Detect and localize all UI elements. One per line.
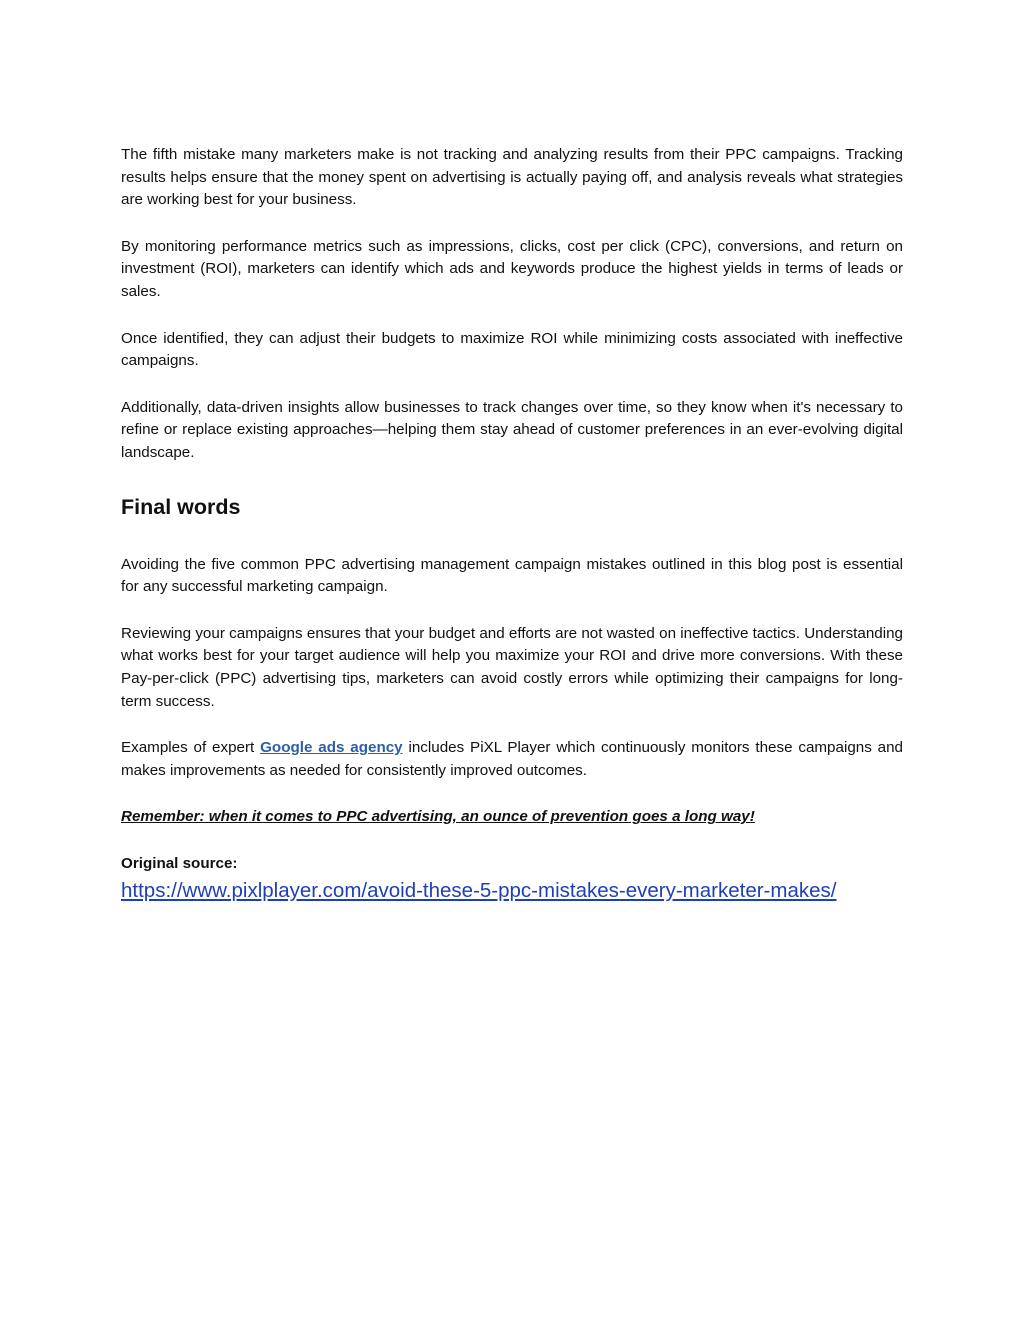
remember-note: Remember: when it comes to PPC advertising, an ounce of prevention goes a long way! (121, 808, 755, 826)
google-ads-agency-link[interactable]: Google ads agency (260, 739, 403, 757)
paragraph-budgets: Once identified, they can adjust their budgets to maximize ROI while minimizing costs associated with ineffective campaigns. (121, 329, 903, 370)
original-source-label: Original source: (121, 854, 238, 872)
paragraph-insights: Additionally, data-driven insights allow businesses to track changes over time, so they know when it's necessary to refine or replace existing approaches—helping them stay ahead of customer preferences in an ever-evolving digital landscape. (121, 398, 903, 461)
examples-text-before: Examples of expert (121, 739, 261, 757)
paragraph-metrics: By monitoring performance metrics such as impressions, clicks, cost per click (CPC), conversions, and return on investment (ROI), marketers can identify which ads and keywords produce the highest yields in terms of leads or sales. (121, 237, 903, 300)
paragraph-avoiding: Avoiding the five common PPC advertising management campaign mistakes outlined in this blog post is essential for any successful marketing campaign. (121, 555, 903, 596)
paragraph-examples (121, 737, 903, 782)
document-page (121, 144, 903, 905)
examples-text-after: includes PiXL Player which continuously monitors these campaigns and makes improvements as needed for consistently improved outcomes. (121, 739, 904, 779)
section-heading-final-words: Final words (121, 494, 241, 519)
paragraph-reviewing: Reviewing your campaigns ensures that your budget and efforts are not wasted on ineffective tactics. Understanding what works best for your target audience will help you maximize your ROI and drive more conversions. With these Pay-per-click (PPC) advertising tips, marketers can avoid costly errors while optimizing their campaigns for long-term success. (121, 624, 903, 710)
original-source-link[interactable]: https://www.pixlplayer.com/avoid-these-5-ppc-mistakes-every-marketer-makes/ (121, 878, 837, 902)
paragraph-tracking: The fifth mistake many marketers make is not tracking and analyzing results from their PPC campaigns. Tracking results helps ensure that the money spent on advertising is actually paying off, and analysis reveals what strategies are working best for your business. (121, 146, 903, 209)
